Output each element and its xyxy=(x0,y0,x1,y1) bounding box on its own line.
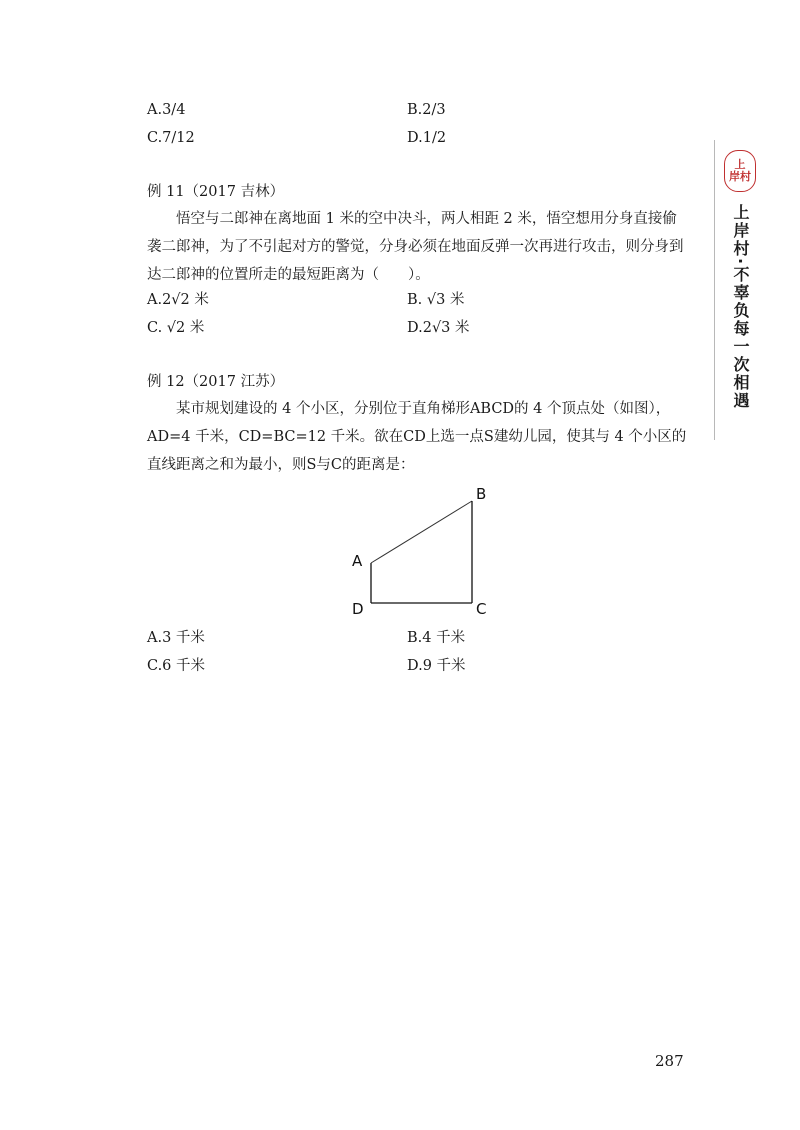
edge-ab xyxy=(371,501,472,563)
brand-tagline: 上岸村·不辜负每一次相遇 xyxy=(731,204,750,411)
example-11-option-b: B. √3 米 xyxy=(407,292,465,308)
side-divider xyxy=(714,140,715,440)
option-b: B.2/3 xyxy=(407,102,446,118)
example-12-heading: 例 12（2017 江苏） xyxy=(147,374,285,390)
trapezoid-figure xyxy=(340,480,500,620)
page-number: 287 xyxy=(655,1052,684,1070)
example-11-option-a: A.2√2 米 xyxy=(147,292,209,308)
example-12-option-b: B.4 千米 xyxy=(407,630,466,646)
example-12-option-c: C.6 千米 xyxy=(147,658,206,674)
option-a: A.3/4 xyxy=(147,102,186,118)
example-12-option-d: D.9 千米 xyxy=(407,658,466,674)
vertex-label-a: A xyxy=(352,552,363,570)
vertex-label-c: C xyxy=(476,600,487,618)
vertex-label-b: B xyxy=(476,485,487,503)
option-d: D.1/2 xyxy=(407,130,447,146)
example-11-option-c: C. √2 米 xyxy=(147,320,205,336)
seal-line-2: 岸村 xyxy=(729,170,751,183)
seal-line-1: 上 xyxy=(734,158,746,171)
brand-seal-logo xyxy=(724,150,756,192)
example-11-option-d: D.2√3 米 xyxy=(407,320,470,336)
example-12-option-a: A.3 千米 xyxy=(147,630,205,646)
example-12-text: 某市规划建设的 4 个小区，分别位于直角梯形ABCD的 4 个顶点处（如图），AD=4 千米，CD=BC=12 千米。欲在CD上选一点S建幼儿园，使其与 4 个小区的直线距离之和为最小，则S与C的距离是： xyxy=(147,401,687,473)
example-11-text: 悟空与二郎神在离地面 1 米的空中决斗，两人相距 2 米，悟空想用分身直接偷袭二郎神，为了不引起对方的警觉，分身必须在地面反弹一次再进行攻击，则分身到达二郎神的位置所走的最短距离为（ ）。 xyxy=(147,211,684,283)
vertex-label-d: D xyxy=(352,600,364,618)
option-c: C.7/12 xyxy=(147,130,195,146)
example-11-heading: 例 11（2017 吉林） xyxy=(147,184,285,200)
